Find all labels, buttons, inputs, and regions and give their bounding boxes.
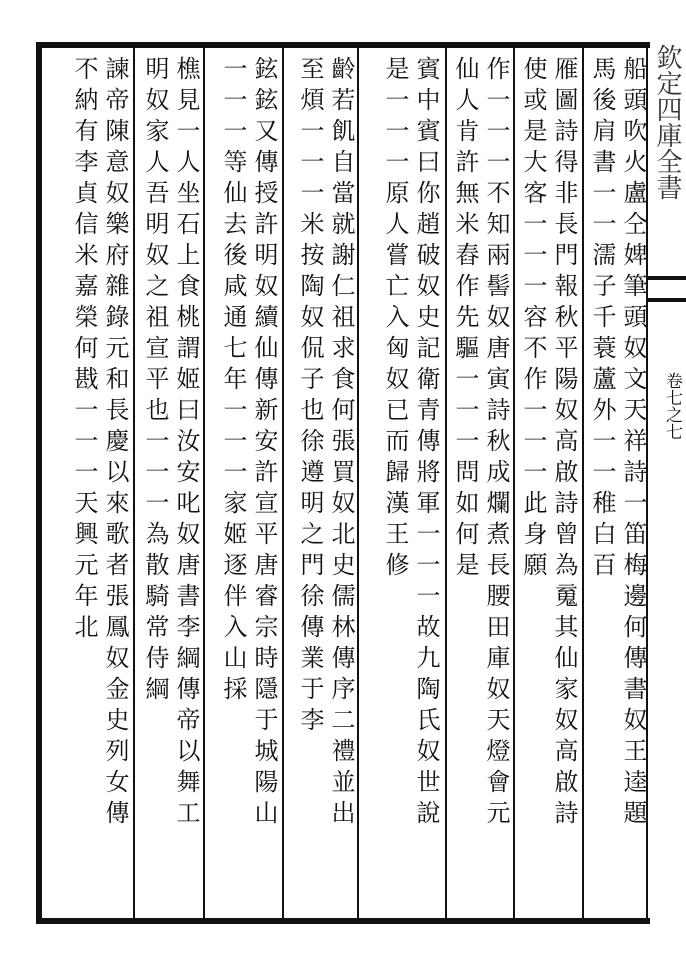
- column-line-note: 至煩一一一米按陶奴侃子也徐遵明之門徐傳業于李: [296, 56, 324, 738]
- text-column-3: [449, 56, 511, 918]
- text-column-7: [137, 56, 201, 918]
- column-rule: [133, 48, 135, 924]
- column-rule: [203, 48, 205, 924]
- column-line-note: 是一一一原人嘗亡入匈奴已而歸漢王修: [381, 56, 409, 583]
- column-line-main: 樵見一人坐石上食桃謂姬曰汝安叱奴唐書李綱傳帝以舞工: [172, 56, 200, 831]
- book-title: 欽定四庫全書: [652, 44, 682, 200]
- text-column-5: [286, 56, 356, 918]
- column-line-note: 仙人肯許無米舂作先驅一一一問如何是: [451, 56, 479, 583]
- column-line-note: 不納有李貞信米嘉榮何戡一一一天興元年北: [70, 56, 98, 645]
- fish-tail-bottom: [648, 298, 686, 302]
- column-line-main: 作一一一不知兩髻奴唐寅詩秋成爛煮長腰田庫奴天燈會元: [482, 56, 510, 831]
- column-line-note: 一一一等仙去後咸通七年一一一家姬逐伴入山採: [219, 56, 247, 707]
- text-column-8: [56, 56, 130, 918]
- text-column-4: [361, 56, 441, 918]
- column-line-main: 船頭吹火盧仝婢筆頭奴文天祥詩一笛梅邊何傳書奴王逵題: [619, 56, 647, 831]
- column-rule: [357, 48, 359, 924]
- column-line-note: 馬後肩書一一濡子千蓑蘆外一一稚白百: [588, 56, 616, 583]
- text-column-6: [207, 56, 279, 918]
- column-line-main: 齡若飢自當就謝仁祖求食何張買奴北史儒林傳序二禮並出: [327, 56, 355, 831]
- column-line-note: 明奴家人吾明奴之祖宣平也一一一為散騎常侍綱: [141, 56, 169, 707]
- column-rule: [445, 48, 447, 924]
- column-line-main: 諫帝陳意奴樂府雜錄元和長慶以來歌者張鳳奴金史列女傳: [101, 56, 129, 831]
- column-line-main: 雁圖詩得非長門報秋平陽奴高啟詩曾為䰟其仙家奴高啟詩: [550, 56, 578, 831]
- text-column-2: [517, 56, 579, 918]
- column-line-main: 鉉鉉又傳授許明奴續仙傳新安許宣平唐睿宗時隱于城陽山: [250, 56, 278, 831]
- column-rule: [513, 48, 515, 924]
- column-line-note: 使或是大客一一一容不作一一一此身願: [519, 56, 547, 583]
- volume-label: 卷七之七: [662, 372, 682, 440]
- column-line-main: 賓中賓曰你趙破奴史記衛青傳將軍一一一故九陶氏奴世說: [412, 56, 440, 831]
- fish-tail-top: [648, 276, 686, 280]
- column-rule: [282, 48, 284, 924]
- text-column-1: [586, 56, 648, 918]
- column-rule: [582, 48, 584, 924]
